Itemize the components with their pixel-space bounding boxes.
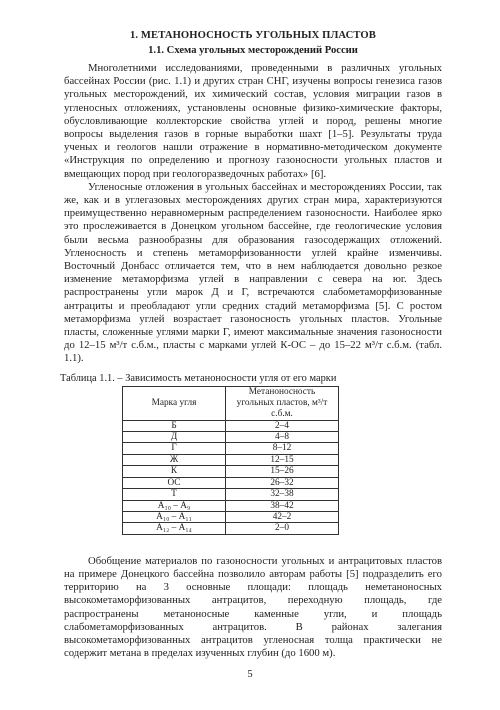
chapter-heading: 1. МЕТАНОНОСНОСТЬ УГОЛЬНЫХ ПЛАСТОВ (130, 30, 376, 41)
methane-cell: 8–12 (226, 443, 339, 454)
section-heading: 1.1. Схема угольных месторождений России (148, 45, 358, 56)
methane-cell: 4–8 (226, 432, 339, 443)
coal-grade-cell: Д (123, 432, 226, 443)
table-row (123, 500, 339, 511)
coal-methane-table (122, 386, 339, 535)
methane-cell: 12–15 (226, 454, 339, 465)
table-row (123, 443, 339, 454)
coal-grade-cell: Т (123, 489, 226, 500)
column-header-methane: Метаноносность угольных пластов, м³/т с.б.м. (226, 386, 339, 420)
table-row (123, 466, 339, 477)
coal-grade-cell: К (123, 466, 226, 477)
methane-cell: 2–4 (226, 420, 339, 431)
table-row (123, 477, 339, 488)
table-row (123, 511, 339, 522)
coal-grade-cell: ОС (123, 477, 226, 488)
table-row (123, 489, 339, 500)
methane-cell: 32–38 (226, 489, 339, 500)
table-row (123, 432, 339, 443)
paragraph-3: Обобщение материалов по газоносности угольных и антрацитовых пластов на примере Донецкого бассейна позволило авторам работы [5] подразделить его территорию на 3 основные площади: площадь неметаноносных высокометаморфизованных антрацитов, переходную площадь, где распространены метаноносные каменные угли, и площадь слабометаморфизованных антрацитов. В районах залегания высокометаморфизованных антрацитов угленосная толща практически не содержит метана в пределах изученных глубин (до 1600 м). (64, 554, 442, 660)
table-caption: Таблица 1.1. – Зависимость метаноносности угля от его марки (60, 372, 337, 384)
table-row (123, 420, 339, 431)
coal-grade-cell: Б (123, 420, 226, 431)
table-row (123, 523, 339, 534)
spacer (64, 535, 442, 555)
paragraph-2: Угленосные отложения в угольных бассейнах и месторождениях России, так же, как и в углегазовых месторождениях других стран мира, характеризуются преимущественно неравномерным распределением газоносности. Наиболее ярко это прослеживается в Донецком угольном бассейне, где геологические условия были весьма разнообразны для образования газосодержащих отложений. Угленосность и степень метаморфизованности углей крайне изменчивы. Восточный Донбасс отличается тем, что в нем наблюдается довольно резкое изменение метаморфизма углей в направлении с севера на юг. Здесь распространены угли марок Д и Г, встречаются слабометаморфизованные антрациты и преобладают угли средних стадий метаморфизма [5]. С ростом метаморфизма углей возрастает газоносность угольных пластов. Угольные пласты, сложенные углями марки Г, имеют максимальные значения газоносности до 12–15 м³/т с.б.м., пласты с марками углей К-ОС – до 15–22 м³/т с.б.м. (табл. 1.1). (64, 180, 442, 365)
column-header-coal-grade: Марка угля (123, 386, 226, 420)
methane-cell: 26–32 (226, 477, 339, 488)
methane-cell: 42–2 (226, 511, 339, 522)
coal-grade-cell: Г (123, 443, 226, 454)
methane-cell: 15–26 (226, 466, 339, 477)
coal-grade-cell: А₁₂ – А₁₄ (123, 523, 226, 534)
methane-cell: 2–0 (226, 523, 339, 534)
coal-grade-cell: А₁₀ – А₁₁ (123, 511, 226, 522)
coal-grade-cell: А₁₀ – А₉ (123, 500, 226, 511)
coal-grade-cell: Ж (123, 454, 226, 465)
methane-cell: 38–42 (226, 500, 339, 511)
table-row (123, 454, 339, 465)
page-number: 5 (247, 669, 253, 680)
paragraph-1: Многолетними исследованиями, проведенными в различных угольных бассейнах России (рис. 1.1) и других стран СНГ, изучены вопросы генезиса газов угольных месторождений, их химический состав, условия миграции газов в угленосных отложениях, установлены основные физико-химические факторы, обусловливающие коллекторские свойства углей и пород, решены многие вопросы выделения газов в горные выработки шахт [1–5]. Результаты труда ученых и геологов нашли отражение в нормативно-методическом документе «Инструкция по определению и прогнозу газоносности угольных пластов и вмещающих пород при геологоразведочных работах» [6]. (64, 62, 442, 180)
